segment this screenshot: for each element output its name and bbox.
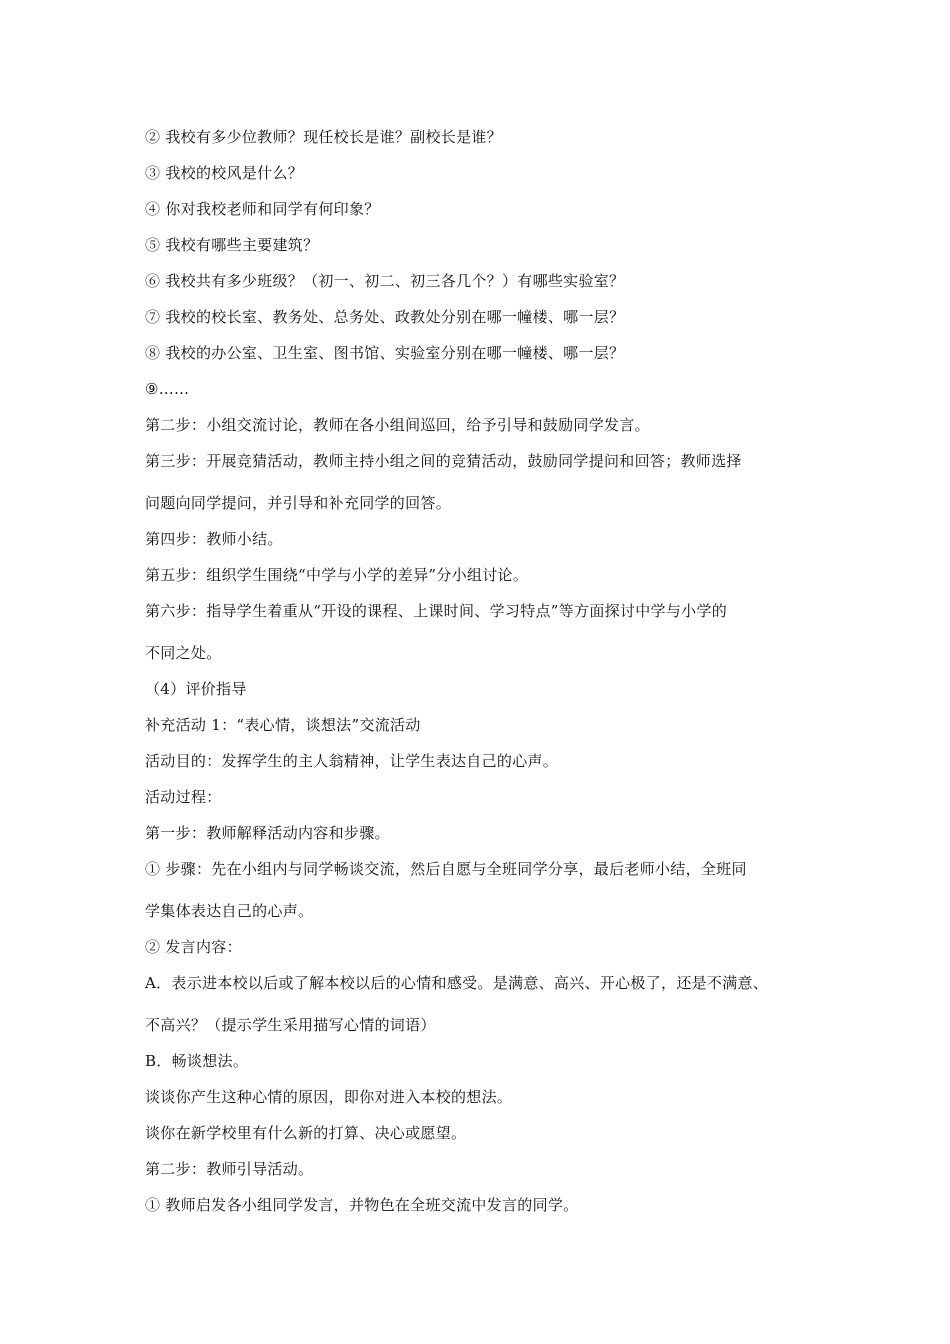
text-line: ① 教师启发各小组同学发言，并物色在全班交流中发言的同学。 — [145, 1196, 579, 1214]
text-line: 谈你在新学校里有什么新的打算、决心或愿望。 — [145, 1124, 467, 1142]
text-line: 第三步：开展竞猜活动，教师主持小组之间的竞猜活动，鼓励同学提问和回答；教师选择 — [145, 452, 742, 470]
text-line: ⑥ 我校共有多少班级？（初一、初二、初三各几个？）有哪些实验室？ — [145, 272, 625, 290]
text-line: 活动目的：发挥学生的主人翁精神，让学生表达自己的心声。 — [145, 752, 559, 770]
text-line: 第二步：教师引导活动。 — [145, 1160, 314, 1178]
text-line: ② 发言内容： — [145, 938, 242, 956]
section-heading: （4）评价指导 — [145, 680, 247, 698]
text-line: ② 我校有多少位教师？现任校长是谁？副校长是谁？ — [145, 128, 502, 146]
text-line: B．畅谈想法。 — [145, 1052, 249, 1070]
text-line: 第二步：小组交流讨论，教师在各小组间巡回，给予引导和鼓励同学发言。 — [145, 416, 650, 434]
text-line: ① 步骤：先在小组内与同学畅谈交流，然后自愿与全班同学分享，最后老师小结，全班同 — [145, 860, 747, 878]
text-line: ④ 你对我校老师和同学有何印象？ — [145, 200, 380, 218]
text-line: ⑤ 我校有哪些主要建筑？ — [145, 236, 319, 254]
text-line: 学集体表达自己的心声。 — [145, 902, 314, 920]
text-line: ⑦ 我校的校长室、教务处、总务处、政教处分别在哪一幢楼、哪一层？ — [145, 308, 625, 326]
text-line: 第一步：教师解释活动内容和步骤。 — [145, 824, 390, 842]
text-line: 不高兴？（提示学生采用描写心情的词语） — [145, 1016, 436, 1034]
text-line: A．表示进本校以后或了解本校以后的心情和感受。是满意、高兴、开心极了，还是不满意、 — [145, 974, 769, 992]
text-line: 第五步：组织学生围绕“中学与小学的差异”分小组讨论。 — [145, 566, 529, 584]
text-line: ③ 我校的校风是什么？ — [145, 164, 304, 182]
text-line: 不同之处。 — [145, 644, 222, 662]
text-line: 第六步：指导学生着重从“开设的课程、上课时间、学习特点”等方面探讨中学与小学的 — [145, 602, 728, 620]
text-line: 第四步：教师小结。 — [145, 530, 283, 548]
text-line: ⑧ 我校的办公室、卫生室、图书馆、实验室分别在哪一幢楼、哪一层？ — [145, 344, 625, 362]
text-line: 补充活动 1：“表心情，谈想法”交流活动 — [145, 716, 421, 734]
text-line: 问题向同学提问，并引导和补充同学的回答。 — [145, 494, 452, 512]
text-line: 活动过程： — [145, 788, 222, 806]
text-line: 谈谈你产生这种心情的原因，即你对进入本校的想法。 — [145, 1088, 513, 1106]
text-line: ⑨…… — [145, 380, 190, 398]
